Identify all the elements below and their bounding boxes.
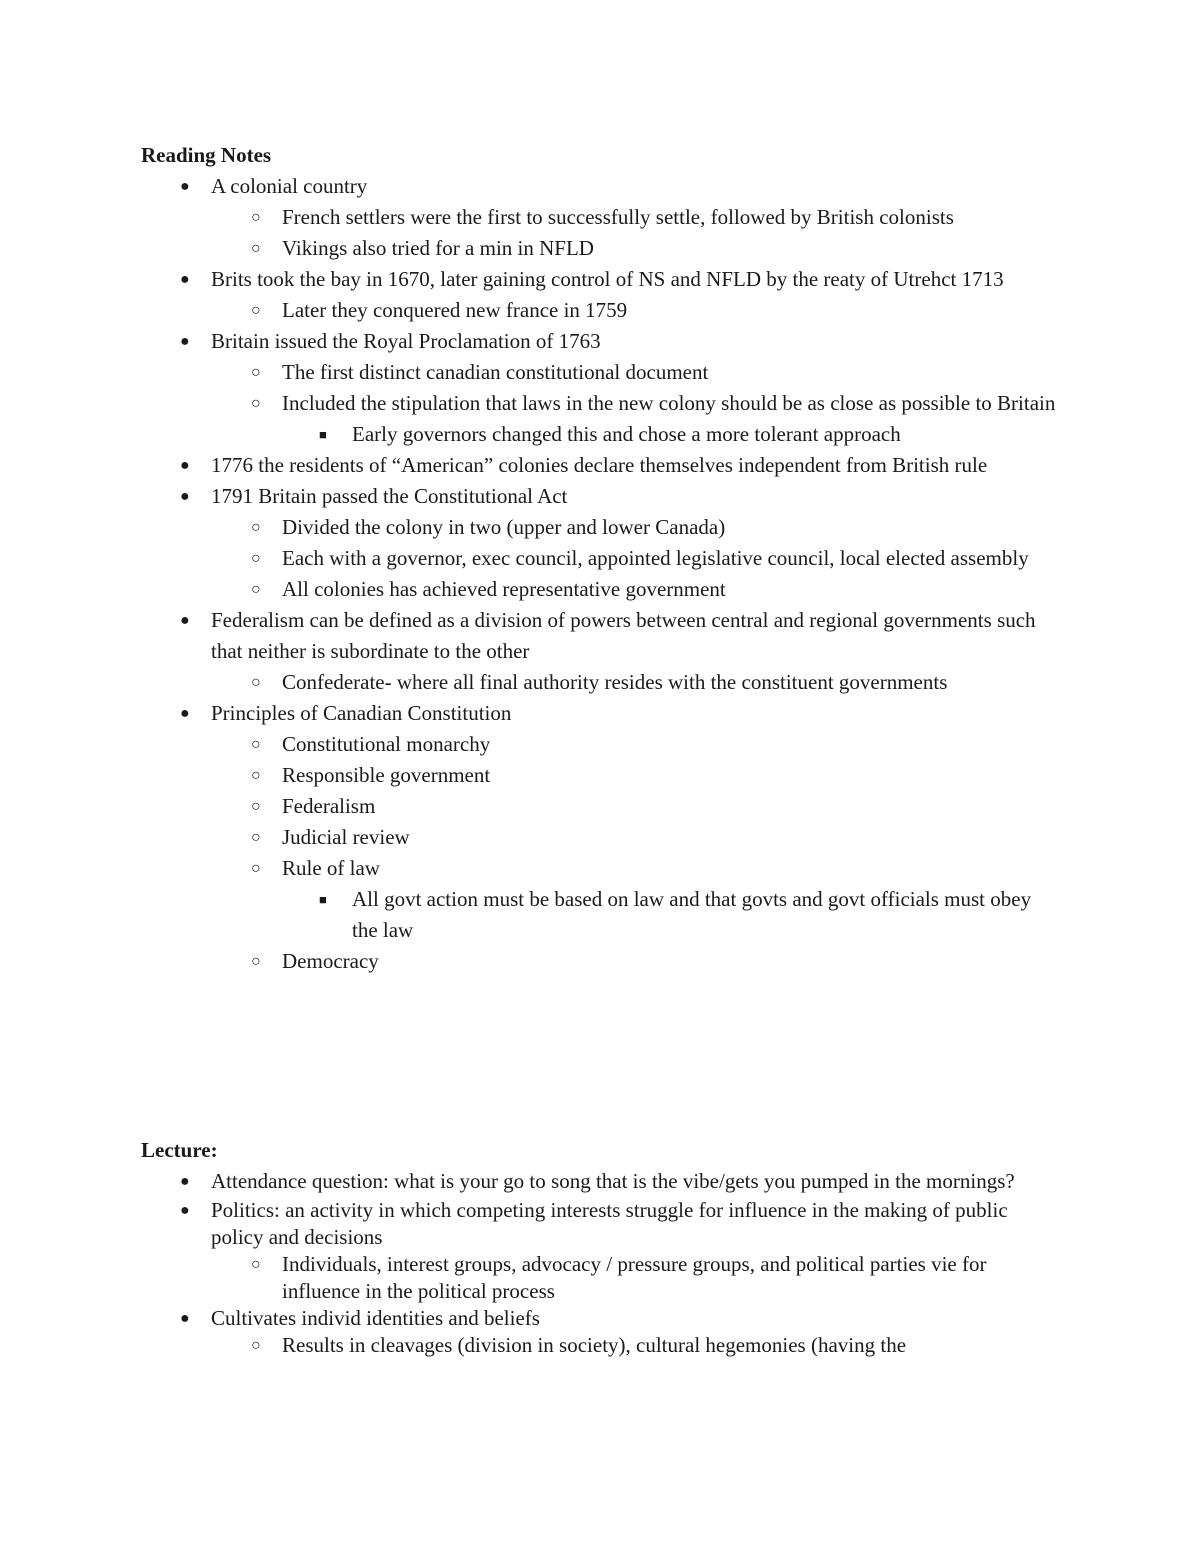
list-item-text: 1791 Britain passed the Constitutional Act	[211, 484, 568, 508]
bullet-icon: ○	[251, 240, 261, 257]
list-item-text: Individuals, interest groups, advocacy / pressure groups, and political parties vie for influence in the political process	[282, 1252, 987, 1303]
list-item-text: Democracy	[282, 949, 379, 973]
list-item-text: A colonial country	[211, 174, 368, 198]
list-item-text: All govt action must be based on law and that govts and govt officials must obey the law	[352, 887, 1032, 942]
reading-notes-list	[0, 171, 1200, 977]
bullet-icon: ○	[251, 1337, 261, 1354]
list-item-text: Divided the colony in two (upper and lower Canada)	[282, 515, 726, 539]
list-item-text: Principles of Canadian Constitution	[211, 701, 512, 725]
bullet-icon: ○	[251, 550, 261, 567]
bullet-icon: ■	[319, 892, 327, 907]
bullet-icon: ○	[251, 953, 261, 970]
list-item	[0, 388, 1200, 419]
lecture-notes-list	[0, 1166, 1200, 1359]
bullet-icon: ●	[180, 178, 190, 195]
reading-notes-heading: Reading Notes	[141, 143, 272, 167]
bullet-icon: ○	[251, 829, 261, 846]
list-item-text: Britain issued the Royal Proclamation of 1763	[211, 329, 601, 353]
bullet-icon: ●	[180, 1202, 190, 1219]
bullet-icon: ●	[180, 1310, 190, 1327]
list-item	[0, 1197, 1200, 1251]
list-item	[0, 667, 1200, 698]
list-item	[0, 512, 1200, 543]
list-item	[0, 822, 1200, 853]
list-item	[0, 543, 1200, 574]
list-item-text: The first distinct canadian constitutional document	[282, 360, 709, 384]
bullet-icon: ○	[251, 395, 261, 412]
list-item	[0, 853, 1200, 884]
list-item	[0, 202, 1200, 233]
list-item	[0, 1166, 1200, 1197]
list-item-text: Early governors changed this and chose a more tolerant approach	[352, 422, 901, 446]
list-item-text: Constitutional monarchy	[282, 732, 491, 756]
list-item-text: Results in cleavages (division in society), cultural hegemonies (having the	[282, 1333, 907, 1357]
list-item-text: Later they conquered new france in 1759	[282, 298, 628, 322]
bullet-icon: ○	[251, 1256, 261, 1273]
list-item	[0, 884, 1200, 946]
bullet-icon: ●	[180, 271, 190, 288]
list-item	[0, 233, 1200, 264]
list-item	[0, 1332, 1200, 1359]
bullet-icon: ●	[180, 333, 190, 350]
list-item-text: All colonies has achieved representative government	[282, 577, 726, 601]
bullet-icon: ●	[180, 612, 190, 629]
bullet-icon: ○	[251, 209, 261, 226]
list-item	[0, 450, 1200, 481]
bullet-icon: ●	[180, 488, 190, 505]
list-item-text: Responsible government	[282, 763, 491, 787]
list-item	[0, 1251, 1200, 1305]
list-item	[0, 481, 1200, 512]
list-item-text: Vikings also tried for a min in NFLD	[282, 236, 594, 260]
list-item-text: Judicial review	[282, 825, 410, 849]
lecture-heading: Lecture:	[141, 1138, 218, 1162]
list-item-text: Each with a governor, exec council, appointed legislative council, local elected assembly	[282, 546, 1029, 570]
list-item	[0, 326, 1200, 357]
list-item-text: Cultivates individ identities and beliefs	[211, 1306, 540, 1330]
list-item	[0, 1305, 1200, 1332]
list-item	[0, 729, 1200, 760]
list-item-text: Confederate- where all final authority resides with the constituent governments	[282, 670, 948, 694]
list-item-text: Included the stipulation that laws in the new colony should be as close as possible to Britain	[282, 391, 1056, 415]
list-item	[0, 946, 1200, 977]
bullet-icon: ○	[251, 302, 261, 319]
list-item-text: 1776 the residents of “American” colonies declare themselves independent from British rule	[211, 453, 988, 477]
list-item	[0, 698, 1200, 729]
bullet-icon: ●	[180, 457, 190, 474]
bullet-icon: ■	[319, 427, 327, 442]
list-item	[0, 171, 1200, 202]
list-item	[0, 264, 1200, 295]
list-item-text: Attendance question: what is your go to song that is the vibe/gets you pumped in the mornings?	[211, 1169, 1015, 1193]
list-item	[0, 791, 1200, 822]
list-item-text: French settlers were the first to successfully settle, followed by British colonists	[282, 205, 954, 229]
bullet-icon: ○	[251, 798, 261, 815]
bullet-icon: ○	[251, 364, 261, 381]
bullet-icon: ○	[251, 736, 261, 753]
bullet-icon: ●	[180, 1173, 190, 1190]
list-item-text: Federalism	[282, 794, 376, 818]
list-item-text: Rule of law	[282, 856, 380, 880]
bullet-icon: ○	[251, 581, 261, 598]
list-item	[0, 574, 1200, 605]
list-item-text: Politics: an activity in which competing interests struggle for influence in the making of public policy and decisions	[211, 1198, 1008, 1249]
bullet-icon: ○	[251, 519, 261, 536]
list-item	[0, 295, 1200, 326]
bullet-icon: ○	[251, 674, 261, 691]
list-item	[0, 419, 1200, 450]
bullet-icon: ○	[251, 767, 261, 784]
list-item-text: Brits took the bay in 1670, later gaining control of NS and NFLD by the reaty of Utrehct 1713	[211, 267, 1004, 291]
list-item	[0, 357, 1200, 388]
list-item	[0, 605, 1200, 667]
bullet-icon: ●	[180, 705, 190, 722]
list-item-text: Federalism can be defined as a division of powers between central and regional governments such that neither is subordinate to the other	[211, 608, 1036, 663]
list-item	[0, 760, 1200, 791]
bullet-icon: ○	[251, 860, 261, 877]
